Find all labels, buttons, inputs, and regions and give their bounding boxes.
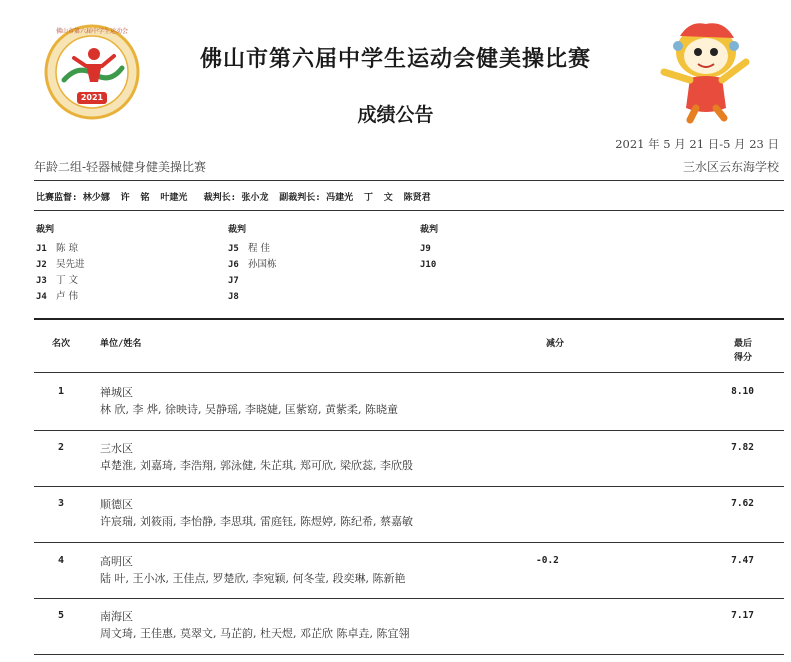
row-members: 林 欣, 李 烨, 徐映诗, 吴静瑶, 李晓婕, 匡紫窈, 黄紫柔, 陈晓童 — [100, 403, 398, 416]
divider — [34, 542, 784, 543]
logo-year: 2021 — [80, 93, 104, 102]
judge-row — [36, 254, 216, 270]
divider — [34, 430, 784, 431]
row-members: 陆 叶, 王小冰, 王佳点, 罗楚欣, 李宛颖, 何冬莹, 段奕琳, 陈新艳 — [100, 572, 406, 585]
judge-code: J8 — [228, 292, 239, 302]
judges-heading: 裁判 — [420, 225, 439, 235]
judge-code: J9 — [420, 244, 431, 254]
judge-code: J10 — [420, 260, 437, 270]
judge-code: J2 — [36, 260, 47, 270]
judges-column-2 — [228, 222, 408, 302]
judges-column-3 — [420, 222, 600, 270]
row-rank: 5 — [58, 610, 65, 621]
judge-name: 卢 伟 — [56, 291, 79, 302]
judge-code: J6 — [228, 260, 239, 270]
row-score: 7.82 — [731, 442, 754, 453]
row-team: 顺德区 — [100, 498, 133, 511]
row-rank: 1 — [58, 386, 65, 397]
divider — [34, 372, 784, 373]
logo-ring-text: 佛山市第六届中学生运动会 — [55, 28, 128, 35]
page-subtitle: 成绩公告 — [357, 104, 434, 126]
judges-column-1 — [36, 222, 216, 302]
row-score: 8.10 — [731, 386, 754, 397]
judges-heading: 裁判 — [228, 225, 247, 235]
row-rank: 4 — [58, 555, 65, 566]
row-score: 7.62 — [731, 498, 754, 509]
judges-heading: 裁判 — [36, 225, 55, 235]
row-rank: 3 — [58, 498, 65, 509]
row-rank: 2 — [58, 442, 65, 453]
judge-row — [36, 286, 216, 302]
event-date: 2021 年 5 月 21 日-5 月 23 日 — [615, 137, 779, 151]
judge-code: J5 — [228, 244, 239, 254]
judge-name: 丁 文 — [56, 275, 79, 286]
row-members: 卓楚淮, 刘嘉琦, 李浩翔, 郭泳健, 朱芷琪, 郑可欣, 梁欣蕊, 李欣殷 — [100, 459, 413, 472]
divider — [34, 486, 784, 487]
divider — [34, 318, 784, 320]
row-team: 禅城区 — [100, 386, 133, 399]
row-members: 周文琦, 王佳惠, 莫翠文, 马芷韵, 杜天煜, 邓芷欣 陈卓垚, 陈宜翎 — [100, 627, 410, 640]
row-score: 7.17 — [731, 610, 754, 621]
judge-row — [36, 238, 216, 254]
judge-row — [36, 270, 216, 286]
divider — [34, 210, 784, 211]
row-score: 7.47 — [731, 555, 754, 566]
judge-name: 程 佳 — [248, 243, 271, 254]
judge-row — [420, 254, 600, 270]
judge-code: J4 — [36, 292, 47, 302]
header-rank: 名次 — [52, 339, 71, 349]
judge-name: 陈 琼 — [56, 243, 79, 254]
row-team: 三水区 — [100, 442, 133, 455]
judge-code: J7 — [228, 276, 239, 286]
judge-row — [228, 286, 408, 302]
divider — [34, 598, 784, 599]
header-score-line1: 最后 — [734, 339, 753, 349]
judge-row — [228, 270, 408, 286]
staff-line: 比赛监督: 林少娜 许 铭 叶建光 裁判长: 张小龙 副裁判长: 冯建光 丁 文 陈贤君 — [36, 193, 431, 203]
judge-name: 吴先进 — [56, 259, 85, 270]
header-score-line2: 得分 — [734, 353, 753, 363]
row-deduction: -0.2 — [536, 555, 559, 566]
event-venue: 三水区云东海学校 — [682, 160, 779, 174]
header-deduction: 减分 — [546, 339, 565, 349]
row-members: 许宸瑞, 刘筱雨, 李怡静, 李思琪, 雷庭钰, 陈煜婷, 陈纪希, 蔡嘉敏 — [100, 515, 413, 528]
divider — [34, 654, 784, 655]
judge-row — [228, 254, 408, 270]
judge-code: J1 — [36, 244, 47, 254]
row-team: 高明区 — [100, 555, 133, 568]
divider — [34, 180, 784, 181]
judge-code: J3 — [36, 276, 47, 286]
event-group: 年龄二组-轻器械健身健美操比赛 — [34, 160, 207, 174]
judge-row — [228, 238, 408, 254]
row-team: 南海区 — [100, 610, 133, 623]
judge-name: 孙国栋 — [248, 259, 277, 270]
header-team: 单位/姓名 — [100, 339, 142, 349]
page-title: 佛山市第六届中学生运动会健美操比赛 — [199, 47, 591, 72]
judge-row — [420, 238, 600, 254]
